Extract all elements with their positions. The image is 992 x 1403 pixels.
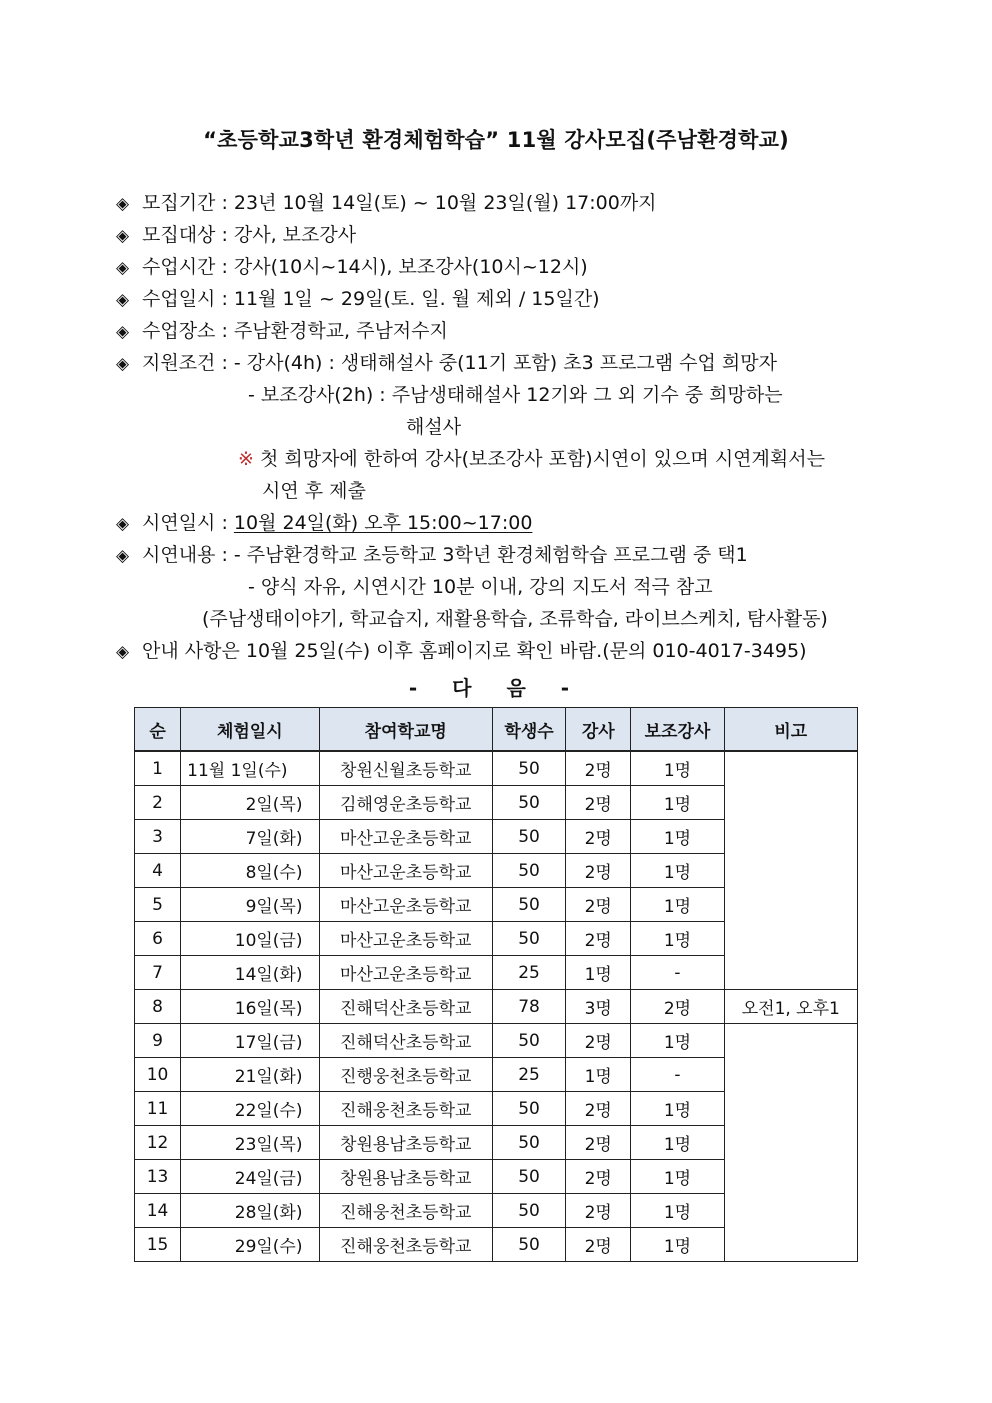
class-time-text: 수업시간 : 강사(10시~14시), 보조강사(10시~12시) — [142, 256, 588, 278]
info-line-class-dates — [116, 286, 600, 312]
cell-date: 9일(목) — [181, 888, 319, 922]
requirement-2-text: - 보조강사(2h) : 주남생태해설사 12기와 그 외 기수 중 희망하는 — [248, 384, 783, 406]
cell-instructors: 2명 — [566, 922, 631, 956]
cell-date: 2일(목) — [181, 786, 319, 820]
diamond-bullet-icon: ◈ — [116, 194, 130, 214]
cell-seq: 9 — [135, 1024, 181, 1058]
cell-seq: 7 — [135, 956, 181, 990]
cell-assistants: 1명 — [631, 1024, 724, 1058]
cell-school: 진행웅천초등학교 — [319, 1058, 492, 1092]
cell-date: 29일(수) — [181, 1228, 319, 1262]
cell-seq: 5 — [135, 888, 181, 922]
cell-students: 50 — [492, 1024, 565, 1058]
cell-date: 10일(금) — [181, 922, 319, 956]
cell-assistants: 2명 — [631, 990, 724, 1024]
cell-students: 50 — [492, 820, 565, 854]
info-line-requirements — [116, 350, 777, 376]
cell-assistants: 1명 — [631, 922, 724, 956]
cell-assistants: 1명 — [631, 1092, 724, 1126]
cell-students: 50 — [492, 751, 565, 786]
cell-seq: 11 — [135, 1092, 181, 1126]
cell-students: 50 — [492, 922, 565, 956]
cell-school: 진해덕산초등학교 — [319, 1024, 492, 1058]
cell-date: 17일(금) — [181, 1024, 319, 1058]
target-text: 모집대상 : 강사, 보조강사 — [142, 224, 357, 246]
cell-note-empty — [724, 751, 857, 990]
cell-instructors: 3명 — [566, 990, 631, 1024]
header-instructors: 강사 — [566, 708, 631, 752]
diamond-bullet-icon: ◈ — [116, 290, 130, 310]
cell-date: 16일(목) — [181, 990, 319, 1024]
cell-students: 50 — [492, 786, 565, 820]
cell-seq: 3 — [135, 820, 181, 854]
page-title: “초등학교3학년 환경체험학습” 11월 강사모집(주남환경학교) — [203, 128, 789, 152]
cell-assistants: - — [631, 1058, 724, 1092]
demo-date-label: 시연일시 : — [142, 512, 234, 534]
diamond-bullet-icon: ◈ — [116, 322, 130, 342]
cell-school: 마산고운초등학교 — [319, 888, 492, 922]
cell-assistants: 1명 — [631, 1126, 724, 1160]
requirement-2-cont-text: 해설사 — [406, 416, 462, 438]
cell-school: 창원용남초등학교 — [319, 1160, 492, 1194]
cell-assistants: 1명 — [631, 888, 724, 922]
diamond-bullet-icon: ◈ — [116, 546, 130, 566]
diamond-bullet-icon: ◈ — [116, 514, 130, 534]
diamond-bullet-icon: ◈ — [116, 258, 130, 278]
header-seq: 순 — [135, 708, 181, 752]
demo-content-3-text: (주남생태이야기, 학교습지, 재활용학습, 조류학습, 라이브스케치, 탐사활동) — [202, 608, 828, 630]
demo-note-text: 첫 희망자에 한하여 강사(보조강사 포함)시연이 있으며 시연계획서는 — [259, 448, 825, 470]
cell-students: 50 — [492, 888, 565, 922]
cell-date: 22일(수) — [181, 1092, 319, 1126]
cell-students: 50 — [492, 1092, 565, 1126]
cell-school: 창원신월초등학교 — [319, 751, 492, 786]
header-school: 참여학교명 — [319, 708, 492, 752]
cell-students: 50 — [492, 1126, 565, 1160]
cell-instructors: 2명 — [566, 1228, 631, 1262]
cell-instructors: 2명 — [566, 1160, 631, 1194]
cell-assistants: 1명 — [631, 1160, 724, 1194]
schedule-table — [134, 707, 858, 1262]
notice-text: 안내 사항은 10월 25일(수) 이후 홈페이지로 확인 바람.(문의 010-4017-3495) — [142, 640, 807, 662]
cell-date: 8일(수) — [181, 854, 319, 888]
cell-date: 21일(화) — [181, 1058, 319, 1092]
cell-instructors: 2명 — [566, 1126, 631, 1160]
diamond-bullet-icon: ◈ — [116, 642, 130, 662]
cell-students: 25 — [492, 956, 565, 990]
table-row — [135, 751, 858, 786]
class-dates-text: 수업일시 : 11월 1일 ~ 29일(토. 일. 월 제외 / 15일간) — [142, 288, 600, 310]
demo-note-cont-text: 시연 후 제출 — [262, 480, 366, 502]
cell-seq: 6 — [135, 922, 181, 956]
header-students: 학생수 — [492, 708, 565, 752]
header-date: 체험일시 — [181, 708, 319, 752]
cell-seq: 15 — [135, 1228, 181, 1262]
cell-seq: 10 — [135, 1058, 181, 1092]
cell-seq: 4 — [135, 854, 181, 888]
cell-date: 24일(금) — [181, 1160, 319, 1194]
cell-students: 50 — [492, 1228, 565, 1262]
cell-instructors: 2명 — [566, 888, 631, 922]
cell-instructors: 2명 — [566, 786, 631, 820]
cell-date: 11월 1일(수) — [181, 751, 319, 786]
cell-note-empty — [724, 1024, 857, 1262]
info-line-class-time — [116, 254, 588, 280]
cell-date: 28일(화) — [181, 1194, 319, 1228]
cell-seq: 14 — [135, 1194, 181, 1228]
cell-assistants: 1명 — [631, 854, 724, 888]
cell-date: 7일(화) — [181, 820, 319, 854]
cell-school: 마산고운초등학교 — [319, 820, 492, 854]
reference-mark-icon: ※ — [238, 448, 254, 470]
cell-instructors: 2명 — [566, 1092, 631, 1126]
demo-content-1-text: 시연내용 : - 주남환경학교 초등학교 3학년 환경체험학습 프로그램 중 택1 — [142, 544, 748, 566]
info-line-class-place — [116, 318, 448, 344]
cell-students: 78 — [492, 990, 565, 1024]
cell-seq: 2 — [135, 786, 181, 820]
table-header-row — [135, 708, 858, 752]
next-heading: - 다 음 - — [408, 676, 584, 700]
info-line-period — [116, 190, 657, 216]
cell-school: 창원용남초등학교 — [319, 1126, 492, 1160]
cell-seq: 13 — [135, 1160, 181, 1194]
cell-assistants: 1명 — [631, 1194, 724, 1228]
cell-school: 김해영운초등학교 — [319, 786, 492, 820]
cell-seq: 1 — [135, 751, 181, 786]
cell-instructors: 1명 — [566, 1058, 631, 1092]
demo-date-text: 10월 24일(화) 오후 15:00~17:00 — [233, 512, 533, 534]
cell-date: 14일(화) — [181, 956, 319, 990]
header-note: 비고 — [724, 708, 857, 752]
diamond-bullet-icon: ◈ — [116, 354, 130, 374]
cell-seq: 12 — [135, 1126, 181, 1160]
cell-assistants: 1명 — [631, 786, 724, 820]
cell-instructors: 2명 — [566, 820, 631, 854]
cell-school: 진해웅천초등학교 — [319, 1228, 492, 1262]
cell-instructors: 2명 — [566, 1024, 631, 1058]
header-assistants: 보조강사 — [631, 708, 724, 752]
cell-assistants: - — [631, 956, 724, 990]
cell-instructors: 2명 — [566, 751, 631, 786]
period-text: 모집기간 : 23년 10월 14일(토) ~ 10월 23일(월) 17:00까지 — [142, 192, 657, 214]
cell-students: 50 — [492, 1194, 565, 1228]
info-line-demo-content — [116, 542, 748, 568]
requirement-1-text: 지원조건 : - 강사(4h) : 생태해설사 중(11기 포함) 초3 프로그램 수업 희망자 — [142, 352, 777, 374]
info-line-notice — [116, 638, 806, 664]
cell-school: 진해웅천초등학교 — [319, 1194, 492, 1228]
cell-assistants: 1명 — [631, 751, 724, 786]
diamond-bullet-icon: ◈ — [116, 226, 130, 246]
cell-school: 진해웅천초등학교 — [319, 1092, 492, 1126]
cell-date: 23일(목) — [181, 1126, 319, 1160]
cell-note: 오전1, 오후1 — [724, 990, 857, 1024]
demo-note — [238, 446, 825, 472]
table-row — [135, 1024, 858, 1058]
demo-content-2-text: - 양식 자유, 시연시간 10분 이내, 강의 지도서 적극 참고 — [248, 576, 713, 598]
cell-instructors: 2명 — [566, 854, 631, 888]
cell-assistants: 1명 — [631, 1228, 724, 1262]
class-place-text: 수업장소 : 주남환경학교, 주남저수지 — [142, 320, 448, 342]
cell-school: 마산고운초등학교 — [319, 854, 492, 888]
cell-school: 진해덕산초등학교 — [319, 990, 492, 1024]
cell-school: 마산고운초등학교 — [319, 922, 492, 956]
table-row — [135, 990, 858, 1024]
cell-instructors: 2명 — [566, 1194, 631, 1228]
cell-students: 50 — [492, 1160, 565, 1194]
info-line-demo-date — [116, 510, 532, 536]
cell-students: 25 — [492, 1058, 565, 1092]
cell-students: 50 — [492, 854, 565, 888]
cell-seq: 8 — [135, 990, 181, 1024]
cell-assistants: 1명 — [631, 820, 724, 854]
cell-school: 마산고운초등학교 — [319, 956, 492, 990]
info-line-target — [116, 222, 356, 248]
cell-instructors: 1명 — [566, 956, 631, 990]
